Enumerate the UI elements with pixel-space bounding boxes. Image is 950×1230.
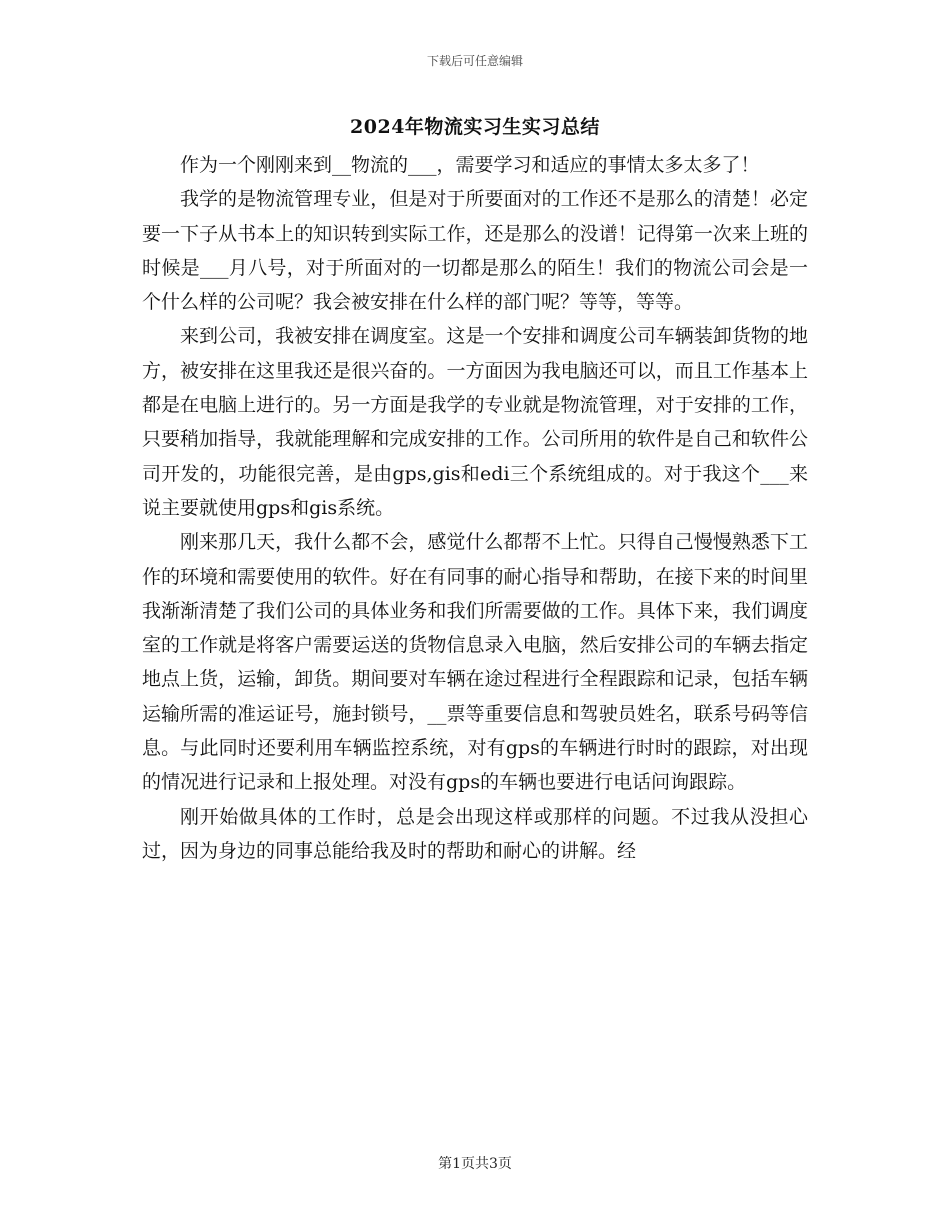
document-title: 2024年物流实习生实习总结 — [350, 116, 600, 138]
header-note: 下载后可任意编辑 — [426, 54, 523, 68]
paragraph-5: 刚开始做具体的工作时，总是会出现这样或那样的问题。不过我从没担心过，因为身边的同事总能给我及时的帮助和耐心的讲解。经 — [142, 805, 808, 862]
document-body — [142, 148, 808, 868]
paragraph-4: 刚来那几天，我什么都不会，感觉什么都帮不上忙。只得自己慢慢熟悉下工作的环境和需要使用的软件。好在有同事的耐心指导和帮助，在接下来的时间里我渐渐清楚了我们公司的具体业务和我们所需要做的工作。具体下来，我们调度室的工作就是将客户需要运送的货物信息录入电脑，然后安排公司的车辆去指定地点上货，运输，卸货。期间要对车辆在途过程进行全程跟踪和记录，包括车辆运输所需的准运证号，施封锁号，__票等重要信息和驾驶员姓名，联系号码等信息。与此同时还要利用车辆监控系统，对有gps的车辆进行时时的跟踪，对出现的情况进行记录和上报处理。对没有gps的车辆也要进行电话问询跟踪。 — [142, 531, 808, 794]
page-number: 第1页共3页 — [438, 1156, 512, 1172]
paragraph-3: 来到公司，我被安排在调度室。这是一个安排和调度公司车辆装卸货物的地方，被安排在这里我还是很兴奋的。一方面因为我电脑还可以，而且工作基本上都是在电脑上进行的。另一方面是我学的专业就是物流管理，对于安排的工作，只要稍加指导，我就能理解和完成安排的工作。公司所用的软件是自己和软件公司开发的，功能很完善，是由gps,gis和edi三个系统组成的。对于我这个___来说主要就使用gps和gis系统。 — [142, 325, 808, 519]
paragraph-1: 作为一个刚刚来到__物流的___，需要学习和适应的事情太多太多了！ — [180, 154, 760, 176]
paragraph-2: 我学的是物流管理专业，但是对于所要面对的工作还不是那么的清楚！必定要一下子从书本上的知识转到实际工作，还是那么的没谱！记得第一次来上班的时候是___月八号，对于所面对的一切都是那么的陌生！我们的物流公司会是一个什么样的公司呢？我会被安排在什么样的部门呢？等等，等等。 — [142, 188, 808, 314]
